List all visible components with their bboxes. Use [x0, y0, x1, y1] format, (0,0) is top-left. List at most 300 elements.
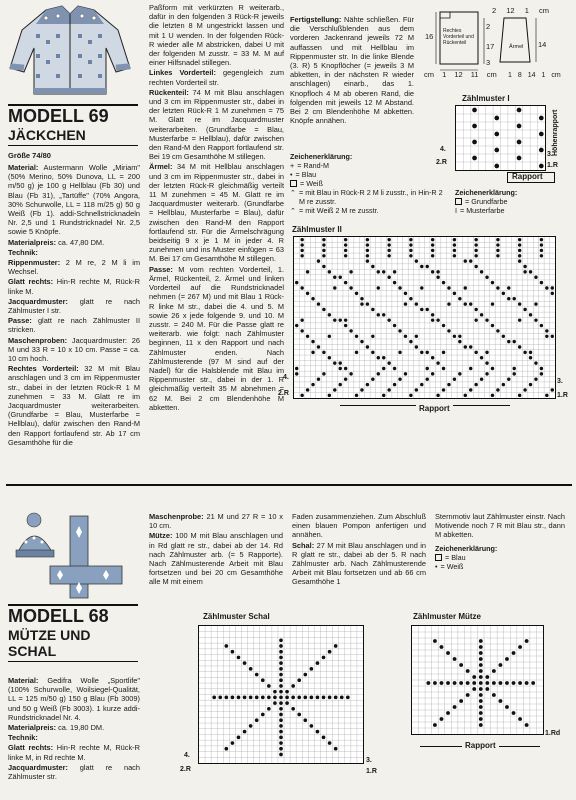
plus-icon: +	[290, 161, 295, 170]
hat-scarf-illustration	[10, 512, 130, 604]
stitch-dot	[442, 388, 445, 391]
stitch-dot	[453, 705, 457, 709]
paragraph-text: 27 M mit Blau anschlagen und in R glatt re str., dabei ab der 5. R nach Zählmuster arb. Nach Zählmusterende Arbeit mit Blau fortsetzen und ab 66 cm Gesamthöhe 1	[292, 540, 426, 587]
stitch-dot	[371, 265, 374, 268]
stitch-dot	[431, 356, 434, 359]
stitch-dot	[474, 249, 477, 252]
paragraph-text: 74 M mit Blau anschlagen und 3 cm im Rippenmuster str., dabei in der letzten Rück-R 1 M zunehmen = 75 M. Glatt re im Jacquardmuster weiterarbeiten. (Grundfarbe = Blau, Musterfarbe = Hellblau), dafür zwischen den Rand-M den Rapport fortlaufend str. Bei 19 cm Gesamthöhe M stillegen.	[149, 87, 284, 162]
stitch-dot	[492, 669, 496, 673]
chart-2-row-2: 2.R	[278, 390, 289, 397]
stitch-dot	[512, 681, 516, 685]
stitch-dot	[479, 663, 483, 667]
stitch-dot	[316, 696, 320, 700]
stitch-dot	[409, 297, 412, 300]
stitch-dot	[499, 663, 503, 667]
stitch-dot	[366, 238, 369, 241]
stitch-dot	[279, 707, 283, 711]
stitch-dot	[545, 335, 548, 338]
stitch-dot	[436, 276, 439, 279]
stitch-dot	[512, 711, 516, 715]
stitch-dot	[529, 351, 532, 354]
stitch-dot	[492, 693, 496, 697]
stitch-dot	[545, 329, 548, 332]
stitch-dot	[306, 292, 309, 295]
stitch-dot	[404, 302, 407, 305]
legend-item-blau	[435, 553, 565, 562]
stitch-dot	[291, 684, 295, 688]
stitch-dot	[237, 735, 241, 739]
instruction-paragraph	[8, 248, 140, 257]
stitch-dot	[431, 372, 434, 375]
stitch-dot	[249, 696, 253, 700]
stitch-dot	[466, 693, 470, 697]
paragraph-heading: Rechtes Vorderteil:	[8, 364, 79, 374]
chart-muetze-grid	[411, 625, 544, 735]
stitch-dot	[479, 681, 483, 685]
stitch-dot	[534, 361, 537, 364]
stitch-dot	[453, 335, 456, 338]
instruction-paragraph	[149, 531, 283, 586]
stitch-dot	[551, 286, 554, 289]
stitch-dot	[499, 699, 503, 703]
dim-text: 8	[517, 72, 522, 79]
stitch-dot	[496, 254, 499, 257]
stitch-dot	[237, 656, 241, 660]
dim-text: cm	[486, 70, 497, 79]
stitch-dot	[440, 717, 444, 721]
stitch-dot	[415, 388, 418, 391]
empty-square-icon	[290, 180, 297, 187]
stitch-dot	[279, 701, 283, 705]
stitch-dot	[404, 292, 407, 295]
chart-schal-row-3: 3.	[366, 757, 372, 764]
stitch-dot	[479, 651, 483, 655]
stitch-dot	[453, 657, 457, 661]
stitch-dot	[431, 270, 434, 273]
stitch-dot	[531, 681, 535, 685]
stitch-dot	[539, 132, 544, 137]
stitch-dot	[440, 645, 444, 649]
stitch-dot	[225, 696, 229, 700]
stitch-dot	[344, 324, 347, 327]
legend-text: = mit Blau in Rück-R 2 M li zusstr., in Hin-R 2 M re zusstr.	[299, 188, 443, 206]
heading-rule-2	[8, 145, 138, 146]
stitch-dot	[322, 243, 325, 246]
dim-text: 14	[527, 72, 536, 79]
stitch-dot	[300, 394, 303, 397]
paragraph-heading: Glatt rechts:	[8, 277, 54, 287]
stitch-dot	[485, 681, 489, 685]
stitch-dot	[512, 651, 516, 655]
stitch-dot	[300, 254, 303, 257]
paragraph-text: gegengleich zum rechten Vorderteil str.	[149, 68, 284, 87]
stitch-dot	[316, 730, 320, 734]
stitch-dot	[295, 281, 298, 284]
stitch-dot	[355, 292, 358, 295]
instruction-paragraph	[435, 512, 565, 540]
stitch-dot	[306, 388, 309, 391]
stitch-dot	[491, 394, 494, 397]
stitch-dot	[303, 718, 307, 722]
stitch-dot	[346, 696, 350, 700]
stitch-dot	[540, 249, 543, 252]
stitch-dot	[469, 388, 472, 391]
chart-schal-grid	[198, 625, 364, 764]
paragraph-heading: Fertigstellung:	[290, 15, 342, 24]
stitch-dot	[311, 351, 314, 354]
legend-item-blau	[290, 170, 450, 179]
stitch-dot	[436, 361, 439, 364]
empty-square-icon	[455, 198, 462, 205]
dim-text: 1	[524, 6, 529, 15]
paragraph-heading: Jacquardmuster:	[8, 762, 68, 772]
legend-title: Zeichenerklärung:	[290, 152, 353, 161]
stitch-dot	[267, 684, 271, 688]
stitch-dot	[255, 673, 259, 677]
stitch-dot	[231, 650, 235, 654]
stitch-dot	[440, 681, 444, 685]
stitch-dot	[431, 318, 434, 321]
stitch-dot	[517, 140, 522, 145]
stitch-dot	[279, 724, 283, 728]
stitch-dot	[513, 372, 516, 375]
stitch-dot	[387, 254, 390, 257]
stitch-dot	[494, 164, 499, 169]
stitch-dot	[513, 340, 516, 343]
stitch-dot	[231, 741, 235, 745]
instruction-paragraph	[8, 277, 140, 295]
stitch-dot	[344, 318, 347, 321]
chart-2-rapport: Rapport	[416, 404, 453, 413]
stitch-dot	[328, 313, 331, 316]
stitch-dot	[518, 243, 521, 246]
paragraph-heading: Material:	[8, 163, 39, 172]
stitch-dot	[377, 286, 380, 289]
stitch-dot	[474, 254, 477, 257]
paragraph-heading: Materialpreis:	[8, 723, 57, 733]
stitch-dot	[295, 367, 298, 370]
stitch-dot	[328, 270, 331, 273]
stitch-dot	[518, 238, 521, 241]
stitch-dot	[505, 681, 509, 685]
stitch-dot	[415, 302, 418, 305]
legend-title: Zeichenerklärung:	[435, 544, 498, 553]
stitch-dot	[453, 254, 456, 257]
paragraph-text: Faden zusammenziehen. Zum Abschluß einen blauen Pompon anfertigen und annähen.	[292, 512, 426, 540]
stitch-dot	[551, 388, 554, 391]
stitch-dot	[442, 324, 445, 327]
instruction-paragraph	[8, 743, 140, 761]
dot-icon: •	[435, 562, 438, 571]
paragraph-text: ca. 19,80 DM.	[56, 723, 105, 733]
stitch-dot	[261, 678, 265, 682]
stitch-dot	[316, 661, 320, 665]
stitch-dot	[507, 340, 510, 343]
legend-text: = Musterfarbe	[460, 206, 505, 215]
stitch-dot	[479, 705, 483, 709]
instruction-paragraph	[8, 163, 140, 237]
legend-title: Zeichenerklärung:	[455, 188, 518, 197]
stitch-dot	[446, 651, 450, 655]
stitch-dot	[409, 254, 412, 257]
stitch-dot	[505, 657, 509, 661]
stitch-dot	[360, 297, 363, 300]
stitch-dot	[431, 249, 434, 252]
schematic-dim-bottom-2	[508, 72, 561, 79]
stitch-dot	[534, 318, 537, 321]
stitch-dot	[426, 377, 429, 380]
stitch-dot	[464, 345, 467, 348]
stitch-dot	[279, 741, 283, 745]
stitch-dot	[300, 238, 303, 241]
stitch-dot	[366, 259, 369, 262]
schematic-dim-17: 17	[486, 42, 495, 51]
stitch-dot	[349, 329, 352, 332]
stitch-dot	[398, 351, 401, 354]
stitch-dot	[474, 265, 477, 268]
paragraph-text: Jacquardmuster: 26 M und 33 R = 10 x 10 cm. Passe = ca. 10 cm hoch.	[8, 335, 140, 364]
paragraph-heading: Passe:	[149, 264, 173, 274]
stitch-dot	[279, 753, 283, 757]
stitch-dot	[404, 372, 407, 375]
stitch-dot	[469, 302, 472, 305]
col3-paragraphs	[292, 512, 426, 587]
stitch-dot	[349, 286, 352, 289]
stitch-dot	[291, 696, 295, 700]
legend-text: = Rand-M	[297, 161, 329, 170]
stitch-dot	[415, 345, 418, 348]
stitch-dot	[517, 108, 522, 113]
stitch-dot	[339, 318, 342, 321]
stitch-dot	[303, 673, 307, 677]
stitch-dot	[551, 292, 554, 295]
stitch-dot	[398, 329, 401, 332]
stitch-dot	[297, 696, 301, 700]
legend-item-grundfarbe	[455, 197, 570, 206]
stitch-dot	[300, 329, 303, 332]
stitch-dot	[458, 340, 461, 343]
stitch-dot	[491, 324, 494, 327]
stitch-dot	[349, 270, 352, 273]
instruction-paragraph	[8, 763, 140, 781]
stitch-dot	[237, 696, 241, 700]
stitch-dot	[518, 345, 521, 348]
stitch-dot	[420, 286, 423, 289]
stitch-dot	[279, 713, 283, 717]
stitch-dot	[507, 286, 510, 289]
stitch-dot	[426, 308, 429, 311]
paragraph-text: Gedifra Wolle „Sportlife" (100% Schurwolle, Woilsiegel-Qualität, LL = 125 m/50 g) 150 g Blau (Fb 3009) und 50 g Weiß (Fb 3003). 1 kurze addi-Rundstricknadel Nr. 4.	[8, 676, 140, 722]
empty-square-icon	[435, 554, 442, 561]
dim-text: cm	[538, 6, 549, 15]
stitch-dot	[485, 351, 488, 354]
stitch-dot	[344, 281, 347, 284]
paragraph-text: Hin-R rechte M, Rück-R linke M.	[8, 277, 140, 296]
chart-schal-row-2: 2.R	[180, 766, 191, 773]
legend-model-69	[290, 152, 450, 215]
stitch-dot	[393, 281, 396, 284]
paragraph-heading: Technik:	[8, 733, 38, 743]
instruction-paragraph	[149, 512, 283, 530]
stitch-dot	[479, 675, 483, 679]
stitch-dot	[344, 249, 347, 252]
schematic-front-label: Rechtes Vorderteil und Rückenteil	[443, 28, 474, 46]
stitch-dot	[279, 673, 283, 677]
stitch-dot	[472, 124, 477, 129]
stitch-dot	[291, 707, 295, 711]
stitch-dot	[387, 249, 390, 252]
stitch-dot	[322, 254, 325, 257]
stitch-dot	[518, 302, 521, 305]
stitch-dot	[273, 690, 277, 694]
stitch-dot	[472, 156, 477, 161]
stitch-dot	[279, 690, 283, 694]
paragraph-heading: Maschenproben:	[8, 335, 68, 345]
paragraph-text: 2 M re, 2 M li im Wechsel.	[8, 258, 140, 277]
stitch-dot	[382, 313, 385, 316]
paragraph-text: 21 M und 27 R = 10 x 10 cm.	[149, 512, 283, 531]
instruction-paragraph	[8, 336, 140, 364]
stitch-dot	[409, 243, 412, 246]
stitch-dot	[393, 270, 396, 273]
stitch-dot	[485, 276, 488, 279]
legend-model-68	[435, 544, 565, 571]
stitch-dot	[491, 302, 494, 305]
stitch-dot	[382, 367, 385, 370]
stitch-dot	[479, 669, 483, 673]
stitch-dot	[279, 650, 283, 654]
stitch-dot	[333, 286, 336, 289]
col1-paragraphs	[8, 163, 140, 447]
stitch-dot	[474, 243, 477, 246]
stitch-dot	[328, 335, 331, 338]
stitch-dot	[474, 383, 477, 386]
paragraph-heading: Ärmel:	[149, 162, 173, 172]
stitch-dot	[322, 735, 326, 739]
chart-1-row-2: 2.R	[436, 159, 447, 166]
stitch-dot	[300, 286, 303, 289]
schematic-dim-14: 14	[538, 40, 547, 49]
model-68-instructions-col3	[292, 512, 426, 588]
stitch-dot	[355, 394, 358, 397]
stitch-dot	[267, 707, 271, 711]
stitch-dot	[447, 302, 450, 305]
stitch-dot	[518, 259, 521, 262]
stitch-dot	[255, 696, 259, 700]
stitch-dot	[279, 684, 283, 688]
stitch-dot	[442, 367, 445, 370]
stitch-dot	[459, 681, 463, 685]
stitch-dot	[409, 238, 412, 241]
model-68-heading: MODELL 68	[8, 606, 109, 626]
schematic-dim-bottom	[424, 70, 497, 79]
legend-item-decrease-blau	[290, 188, 450, 206]
instruction-paragraph	[8, 364, 140, 447]
stitch-dot	[297, 678, 301, 682]
instruction-paragraph	[8, 733, 140, 742]
model-69-instructions-col2	[149, 3, 284, 413]
stitch-dot	[431, 243, 434, 246]
chart-2-row-3: 3.	[557, 378, 563, 385]
instruction-paragraph	[149, 3, 284, 67]
stitch-dot	[474, 238, 477, 241]
stitch-dot	[539, 164, 544, 169]
chart-1-rapport: Rapport	[512, 172, 543, 181]
stitch-dot	[322, 351, 325, 354]
chart-muetze-rapport: Rapport	[462, 741, 499, 750]
stitch-dot	[446, 711, 450, 715]
stitch-dot	[496, 329, 499, 332]
stitch-dot	[523, 351, 526, 354]
stitch-dot	[360, 388, 363, 391]
stitch-dot	[360, 340, 363, 343]
caret-outline-icon: ⌃	[290, 206, 297, 215]
stitch-dot	[393, 383, 396, 386]
stitch-dot	[371, 377, 374, 380]
stitch-dot	[333, 276, 336, 279]
stitch-dot	[273, 696, 277, 700]
section-divider	[6, 484, 572, 486]
stitch-dot	[328, 741, 332, 745]
stitch-dot	[442, 351, 445, 354]
stitch-dot	[426, 681, 430, 685]
stitch-dot	[349, 372, 352, 375]
legend-item-weiss	[290, 179, 450, 188]
stitch-dot	[518, 645, 522, 649]
stitch-dot	[472, 140, 477, 145]
stitch-dot	[355, 335, 358, 338]
stitch-dot	[480, 270, 483, 273]
paragraph-heading: Passe:	[8, 316, 32, 326]
stitch-dot	[306, 270, 309, 273]
instruction-paragraph	[8, 297, 140, 315]
stitch-dot	[446, 681, 450, 685]
stitch-dot	[458, 297, 461, 300]
paragraph-heading: Schal:	[292, 540, 315, 550]
stitch-dot	[494, 132, 499, 137]
stitch-dot	[344, 254, 347, 257]
stitch-dot	[295, 324, 298, 327]
stitch-dot	[447, 329, 450, 332]
stitch-dot	[328, 394, 331, 397]
chart-1-row-1: 1.R	[547, 162, 558, 169]
legend-model-69-chart-1	[455, 188, 570, 215]
stitch-dot	[502, 383, 505, 386]
model-68-instructions-col1	[8, 676, 140, 782]
stitch-dot	[496, 388, 499, 391]
stitch-dot	[303, 696, 307, 700]
stitch-dot	[366, 249, 369, 252]
stitch-dot	[317, 302, 320, 305]
stitch-dot	[496, 249, 499, 252]
stitch-dot	[433, 681, 437, 685]
stitch-dot	[485, 372, 488, 375]
stitch-dot	[225, 747, 229, 751]
stitch-dot	[339, 367, 342, 370]
stitch-dot	[507, 377, 510, 380]
stitch-dot	[279, 656, 283, 660]
stitch-dot	[295, 372, 298, 375]
stitch-dot	[436, 270, 439, 273]
stitch-dot	[496, 243, 499, 246]
stitch-dot	[387, 238, 390, 241]
stitch-dot	[311, 297, 314, 300]
stitch-dot	[479, 657, 483, 661]
stitch-dot	[310, 724, 314, 728]
col3-paragraphs	[290, 15, 414, 125]
col2-paragraphs	[149, 512, 283, 587]
stitch-dot	[322, 656, 326, 660]
